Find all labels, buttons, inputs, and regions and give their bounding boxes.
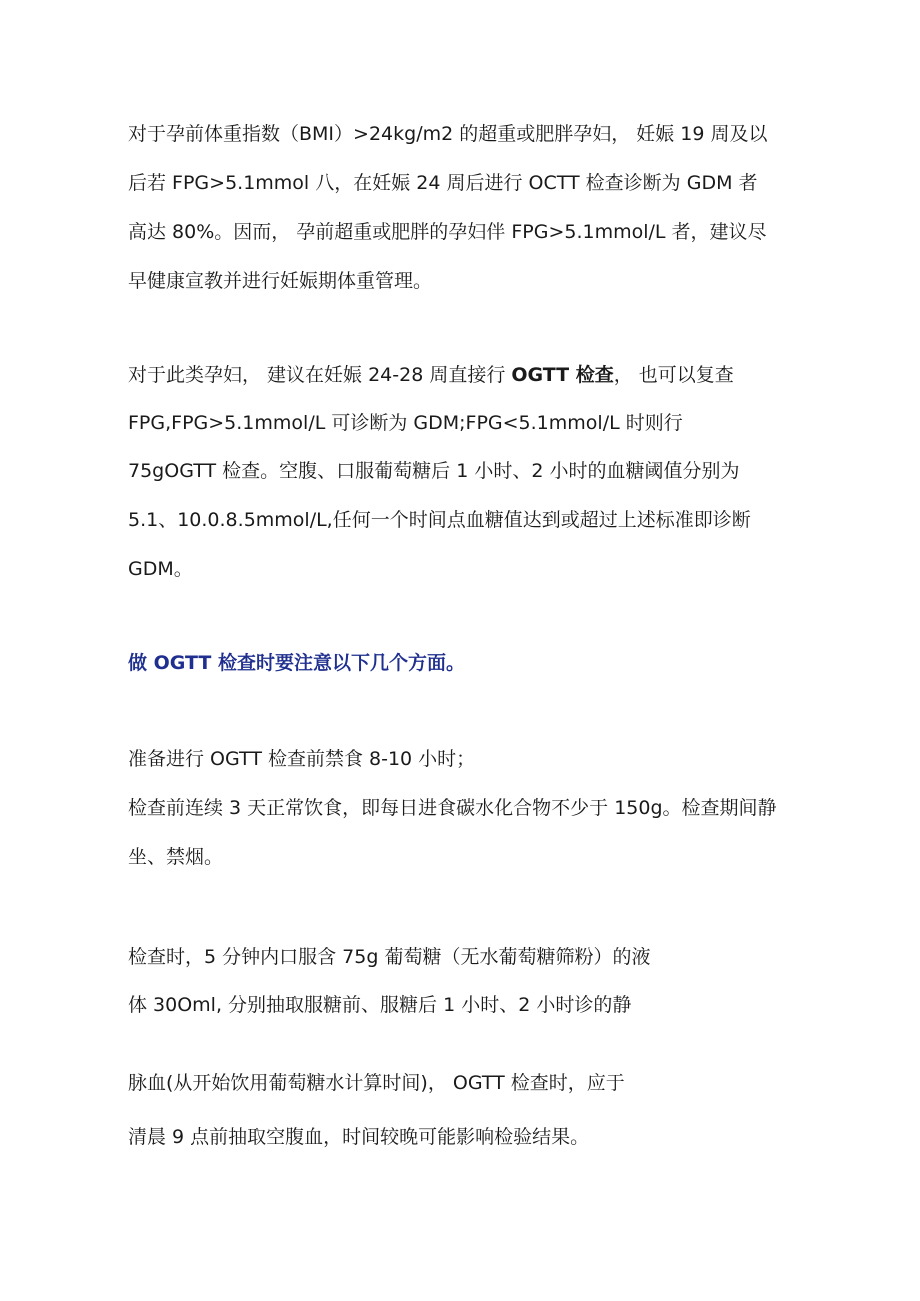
text-line: 早健康宣教并进行妊娠期体重管理。	[128, 270, 433, 292]
text-line: 高达 80%。因而， 孕前超重或肥胖的孕妇伴 FPG>5.1mmol/L 者，建议尽	[128, 221, 767, 243]
text-line: 75gOGTT 检查。空腹、口服葡萄糖后 1 小时、2 小时的血糖阈值分别为	[128, 460, 740, 482]
text-line: GDM。	[128, 558, 193, 580]
text-line: 准备进行 OGTT 检查前禁食 8-10 小时；	[128, 748, 476, 770]
text-span: 对于此类孕妇， 建议在妊娠 24-28 周直接行	[128, 364, 512, 386]
text-span: ， 也可以复查	[613, 364, 734, 386]
text-line: 对于孕前体重指数（BMI）>24kg∕m2 的超重或肥胖孕妇， 妊娠 19 周及以	[128, 123, 768, 145]
text-line: 坐、禁烟。	[128, 846, 224, 868]
text-line: 体 30Oml, 分别抽取服糖前、服糖后 1 小时、2 小时诊的静	[128, 994, 632, 1016]
text-line	[128, 363, 734, 387]
text-line: 检查前连续 3 天正常饮食，即每日进食碳水化合物不少于 150g。检查期间静	[128, 797, 777, 819]
text-line: 5.1、10.0.8.5mmol/L,任何一个时间点血糖值达到或超过上述标准即诊断	[128, 509, 751, 531]
text-line: FPG,FPG>5.1mmol/L 可诊断为 GDM;FPG<5.1mmol/L 时则行	[128, 412, 683, 434]
text-line: 脉血(从开始饮用葡萄糖水计算时间)， OGTT 检查时，应于	[128, 1072, 625, 1094]
text-line: 清晨 9 点前抽取空腹血，时间较晚可能影响检验结果。	[128, 1126, 590, 1148]
section-heading: 做 OGTT 检查时要注意以下几个方面。	[128, 652, 466, 674]
emphasis-text: OGTT 检查	[511, 364, 614, 386]
text-line: 后若 FPG>5.1mmol 八，在妊娠 24 周后进行 OCTT 检查诊断为 GDM 者	[128, 172, 758, 194]
text-line: 检查时，5 分钟内口服含 75g 葡萄糖（无水葡萄糖筛粉）的液	[128, 946, 651, 968]
